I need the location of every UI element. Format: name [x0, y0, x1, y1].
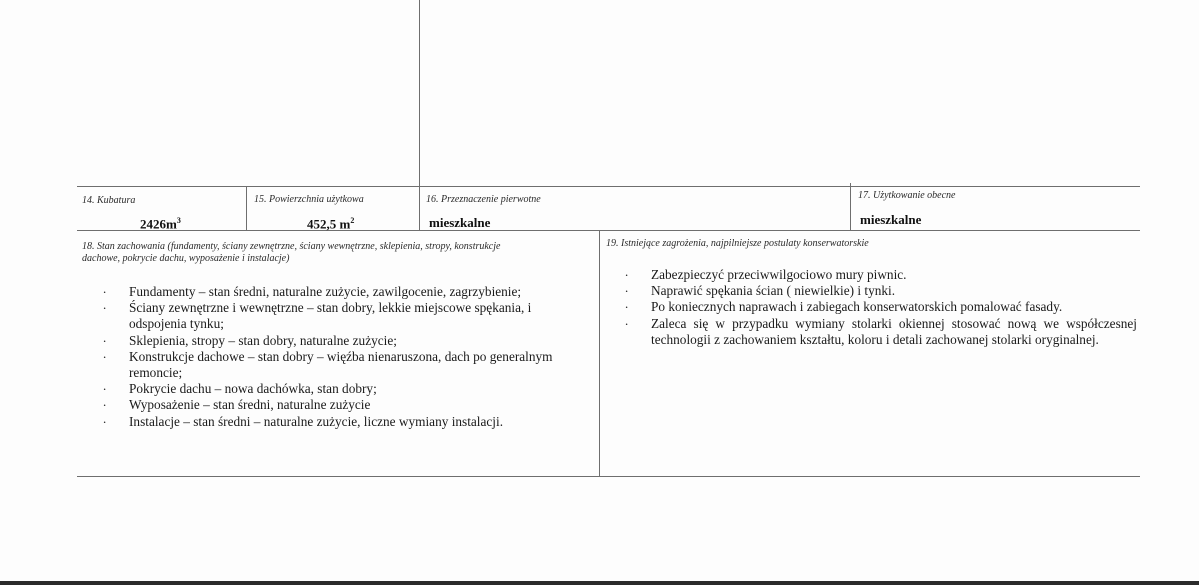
field-value-przeznaczenie: mieszkalne [429, 215, 491, 230]
row-line-3 [77, 476, 1140, 477]
field-label-uzytkowanie: 17. Użytkowanie obecne [858, 190, 956, 201]
list-item: . Instalacje – stan średni – naturalne zużycie, liczne wymiany instalacji. [103, 414, 591, 430]
list-item: . Konstrukcje dachowe – stan dobry – więźba nienaruszona, dach po generalnym remoncie; [103, 349, 591, 381]
list-item: . Po koniecznych naprawach i zabiegach konserwatorskich pomalować fasady. [625, 299, 1137, 315]
section-label-stan-zachowania: 18. Stan zachowania (fundamenty, ściany zewnętrzne, ściany wewnętrzne, sklepienia, stropy, konstrukcje dachowe, pokrycie dachu, wyposażenie i instalacje) [82, 241, 501, 264]
list-item: . Wyposażenie – stan średni, naturalne zużycie [103, 397, 591, 413]
field-label-kubatura: 14. Kubatura [82, 195, 136, 206]
list-item: . Zaleca się w przypadku wymiany stolarki okiennej stosować nową we współczesnej technologii z zachowaniem kształtu, koloru i detali zachowanej stolarki oryginalnej. [625, 316, 1137, 348]
field-value-uzytkowanie: mieszkalne [860, 212, 922, 227]
section-label-zagrozenia: 19. Istniejące zagrożenia, najpilniejsze postulaty konserwatorskie [606, 238, 869, 249]
zagrozenia-list [625, 267, 1137, 348]
divider-16-17 [850, 183, 851, 230]
divider-15-16 [419, 187, 420, 230]
list-item: . Sklepienia, stropy – stan dobry, naturalne zużycie; [103, 333, 591, 349]
top-divider-line [419, 0, 420, 186]
list-item: . Zabezpieczyć przeciwwilgociowo mury piwnic. [625, 267, 1137, 283]
field-value-powierzchnia: 452,5 $m^2$ [307, 216, 355, 232]
list-item: . Pokrycie dachu – nowa dachówka, stan dobry; [103, 381, 591, 397]
divider-14-15 [246, 187, 247, 230]
field-value-kubatura: $2426m^3$ [140, 216, 181, 232]
field-label-powierzchnia: 15. Powierzchnia użytkowa [254, 194, 364, 205]
list-item: . Fundamenty – stan średni, naturalne zużycie, zawilgocenie, zagrzybienie; [103, 284, 591, 300]
row-line-1 [77, 186, 1140, 187]
list-item: . Naprawić spękania ścian ( niewielkie) i tynki. [625, 283, 1137, 299]
divider-18-19 [599, 231, 600, 477]
row-line-2 [77, 230, 1140, 231]
scan-bottom-edge [0, 581, 1199, 585]
list-item: . Ściany zewnętrzne i wewnętrzne – stan dobry, lekkie miejscowe spękania, i odspojenia tynku; [103, 300, 591, 332]
stan-zachowania-list [103, 284, 591, 430]
field-label-przeznaczenie: 16. Przeznaczenie pierwotne [426, 194, 541, 205]
